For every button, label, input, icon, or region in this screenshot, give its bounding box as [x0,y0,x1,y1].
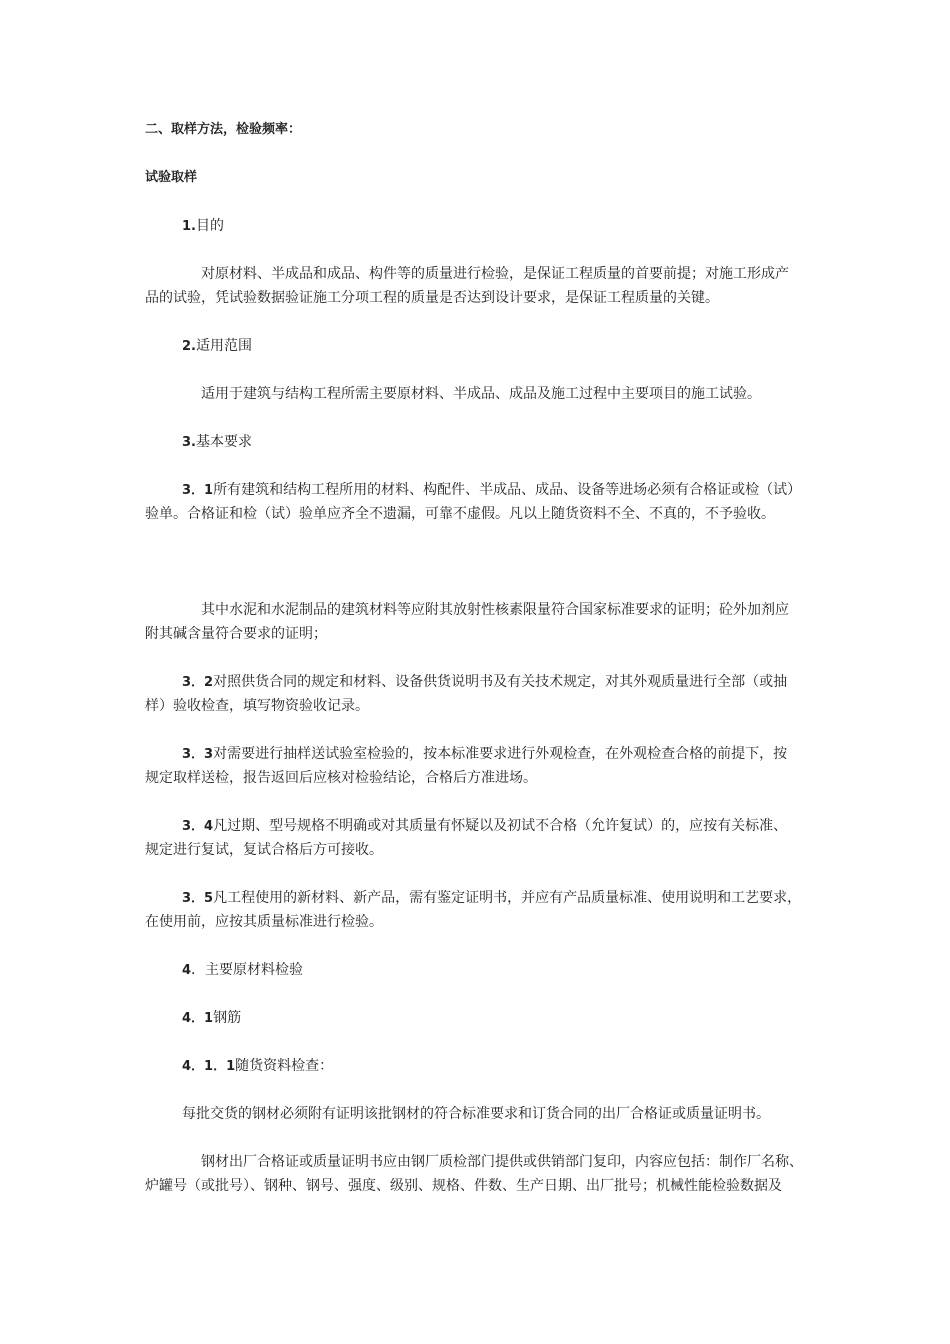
paragraph-line: 在使用前，应按其质量标准进行检验。 [145,914,383,930]
item-title: 适用范围 [195,338,252,354]
item-4-1-heading [182,1007,241,1030]
paragraph-line: 规定进行复试，复试合格后方可接收。 [145,842,383,858]
item-title: 基本要求 [195,434,252,450]
item-3-4-line [182,815,787,838]
item-number: 4．1 [182,1011,214,1026]
item-number: 3．2 [182,675,214,690]
paragraph-text: 对需要进行抽样送试验室检验的，按本标准要求进行外观检查，在外观检查合格的前提下，按 [213,746,788,762]
item-4-1-1-heading [182,1055,333,1078]
paragraph-line: 附其碱含量符合要求的证明； [145,626,327,642]
item-3-2-line [182,671,787,694]
item-number: 1. [182,219,196,234]
item-number: 3. [182,435,196,450]
item-3-3-line [182,743,787,766]
paragraph-line: 炉罐号（或批号）、钢种、钢号、强度、级别、规格、件数、生产日期、出厂批号；机械性能检验数据及 [145,1178,782,1194]
paragraph-line: 对原材料、半成品和成品、构件等的质量进行检验，是保证工程质量的首要前提；对施工形成产 [201,266,789,282]
item-number: 3．5 [182,891,214,906]
item-title: ．主要原材料检验 [191,962,304,978]
item-title: 目的 [195,218,224,234]
paragraph-text: 所有建筑和结构工程所用的材料、构配件、半成品、成品、设备等进场必须有合格证或检（试） [213,482,802,498]
item-1-heading [182,215,224,238]
item-number: 4 [182,963,192,978]
item-number: 4．1．1 [182,1059,236,1074]
item-4-heading [182,959,303,982]
item-2-heading [182,335,252,358]
paragraph-line: 每批交货的钢材必须附有证明该批钢材的符合标准要求和订货合同的出厂合格证或质量证明书。 [182,1106,770,1122]
sampling-heading: 试验取样 [145,170,198,185]
paragraph-text: 凡过期、型号规格不明确或对其质量有怀疑以及初试不合格（允许复试）的，应按有关标准、 [213,818,788,834]
item-number: 2. [182,339,196,354]
paragraph-line: 其中水泥和水泥制品的建筑材料等应附其放射性核素限量符合国家标准要求的证明；砼外加剂应 [201,602,789,618]
item-number: 3．1 [182,483,214,498]
paragraph-line: 样）验收检查，填写物资验收记录。 [145,698,369,714]
item-3-heading [182,431,252,454]
item-title: 随货资料检查： [235,1058,334,1074]
section-heading: 二、取样方法，检验频率： [145,122,302,137]
item-3-5-line [182,887,801,910]
paragraph-line: 品的试验，凭试验数据验证施工分项工程的质量是否达到设计要求，是保证工程质量的关键。 [145,290,719,306]
item-number: 3．3 [182,747,214,762]
item-title: 钢筋 [213,1010,242,1026]
item-number: 3．4 [182,819,214,834]
paragraph-text: 对照供货合同的规定和材料、设备供货说明书及有关技术规定，对其外观质量进行全部（或抽 [213,674,788,690]
item-3-1-line [182,479,801,502]
paragraph-line: 适用于建筑与结构工程所需主要原材料、半成品、成品及施工过程中主要项目的施工试验。 [201,386,761,402]
paragraph-line: 验单。合格证和检（试）验单应齐全不遗漏，可靠不虚假。凡以上随货资料不全、不真的，不予验收。 [145,506,775,522]
paragraph-line: 规定取样送检，报告返回后应核对检验结论，合格后方准进场。 [145,770,537,786]
paragraph-text: 凡工程使用的新材料、新产品，需有鉴定证明书，并应有产品质量标准、使用说明和工艺要求， [213,890,802,906]
paragraph-line: 钢材出厂合格证或质量证明书应由钢厂质检部门提供或供销部门复印，内容应包括：制作厂名称、 [201,1154,803,1170]
